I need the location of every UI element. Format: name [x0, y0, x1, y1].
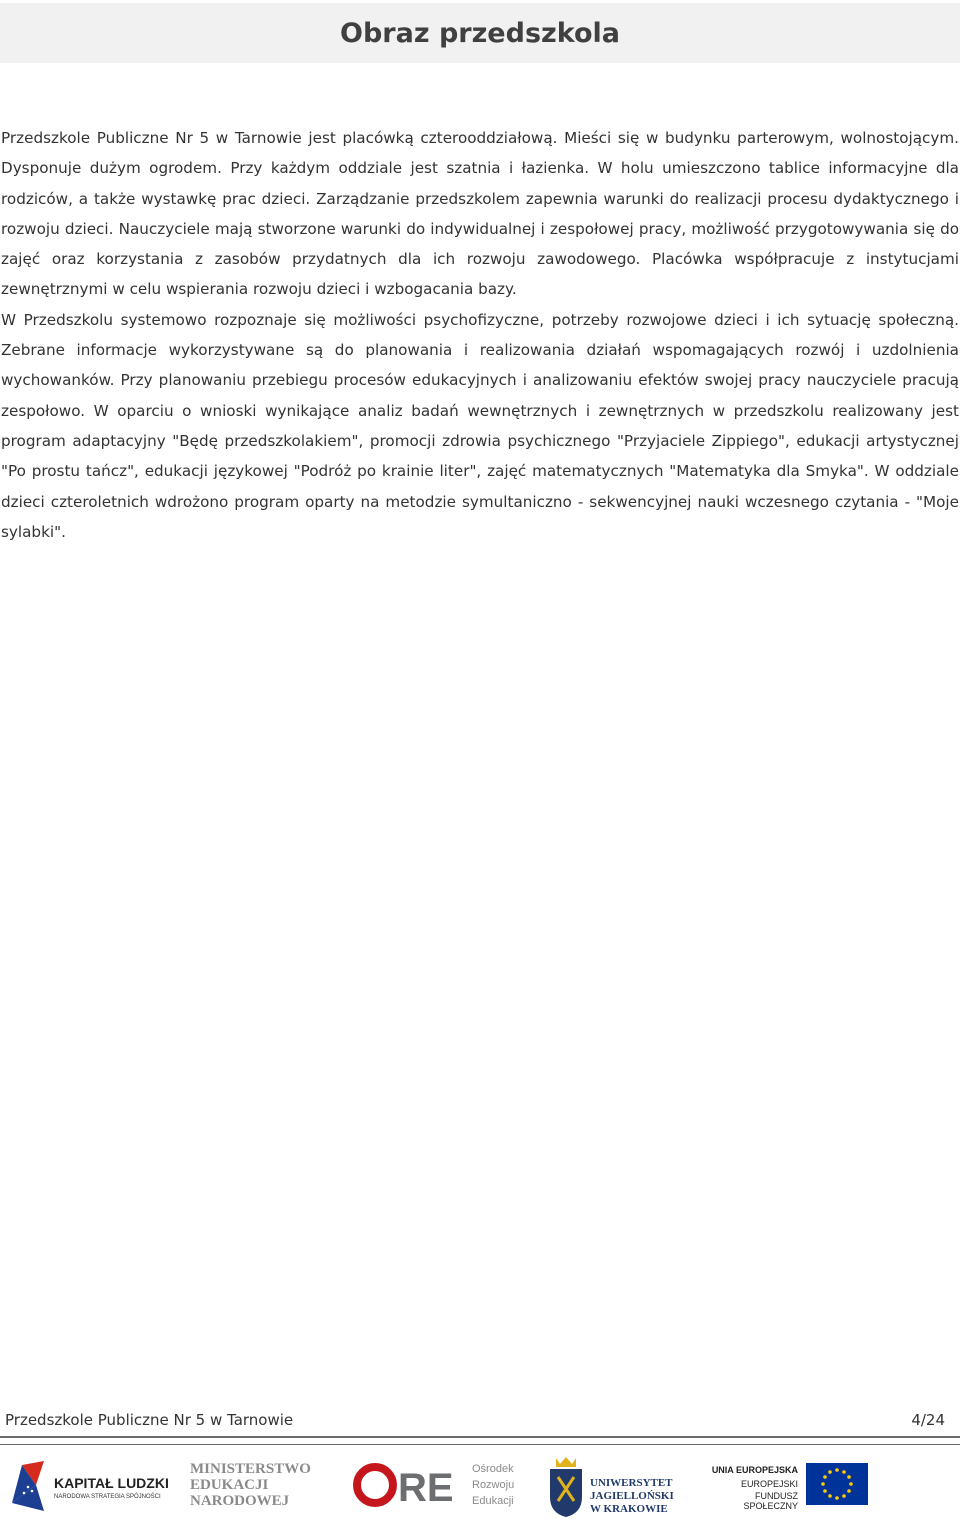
footer-school-name: Przedszkole Publiczne Nr 5 w Tarnowie — [5, 1411, 294, 1429]
ore-mark-icon — [350, 1455, 460, 1525]
men-logo — [190, 1455, 320, 1525]
uj-line2: JAGIELLOŃSKI — [590, 1490, 674, 1502]
uj-logo — [548, 1455, 688, 1525]
paragraph: Przedszkole Publiczne Nr 5 w Tarnowie jest placówką czterooddziałową. Mieści się w budynku parterowym, wolnostojącym. Dysponuje dużym ogrodem. Przy każdym oddziale jest szatnia i łazienka. W holu umieszczono tablice informacyjne dla rodziców, a także wystawkę prac dzieci. Zarządzanie przedszkolem zapewnia warunki do realizacji procesu dydaktycznego i rozwoju dzieci. Nauczyciele mają stworzone warunki do indywidualnej i zespołowej pracy, możliwość przygotowywania się do zajęć oraz korzystania z zasobów przydatnych dla ich rozwoju zawodowego. Placówka współpracuje z instytucjami zewnętrznymi w celu wspierania rozwoju dzieci i wzbogacania bazy. — [1, 129, 959, 299]
ue-line1: UNIA EUROPEJSKA — [711, 1465, 798, 1475]
main-content — [1, 123, 959, 547]
kapital-ludzki-logo — [10, 1455, 180, 1525]
uj-crest-icon — [548, 1455, 584, 1517]
footer-divider — [0, 1436, 960, 1445]
ore-line1: Ośrodek — [472, 1463, 514, 1475]
ue-line3: FUNDUSZ SPOŁECZNY — [743, 1491, 798, 1511]
page-number: 4/24 — [911, 1411, 945, 1429]
men-line2: EDUKACJI — [190, 1477, 269, 1493]
uj-line3: W KRAKOWIE — [590, 1503, 668, 1515]
ue-logo — [708, 1455, 908, 1525]
ore-logo — [350, 1455, 530, 1525]
ore-line3: Edukacji — [472, 1495, 514, 1507]
paragraph: W Przedszkolu systemowo rozpoznaje się możliwości psychofizyczne, potrzeby rozwojowe dzieci i ich sytuację społeczną. Zebrane informacje wykorzystywane są do planowania i realizowania działań wspomagających rozwój i uzdolnienia wychowanków. Przy planowaniu przebiegu procesów edukacyjnych i analizowaniu efektów swojej pracy nauczyciele pracują zespołowo. W oparciu o wnioski wynikające analiz badań wewnętrznych i zewnętrznych w przedszkolu realizowany jest program adaptacyjny "Będę przedszkolakiem", promocji zdrowia psychicznego "Przyjaciele Zippiego", edukacji artystycznej "Po prostu tańcz", edukacji językowej "Podróż po krainie liter", zajęć matematycznych "Matematyka dla Smyka". W oddziale dzieci czteroletnich wdrożono program oparty na metodzie symultaniczno - sekwencyjnej nauki wczesnego czytania - "Moje sylabki". — [1, 310, 959, 541]
kl-title: KAPITAŁ LUDZKI — [54, 1475, 169, 1491]
svg-text:RE: RE — [398, 1466, 454, 1510]
page-title: Obraz przedszkola — [340, 17, 620, 49]
kl-subtitle: NARODOWA STRATEGIA SPÓJNOŚCI — [54, 1494, 161, 1500]
eu-flag-icon — [806, 1463, 868, 1505]
men-line1: MINISTERSTWO — [190, 1461, 311, 1477]
logos-strip — [0, 1455, 960, 1525]
title-bar — [0, 3, 960, 63]
uj-line1: UNIWERSYTET — [590, 1477, 673, 1489]
ore-line2: Rozwoju — [472, 1479, 515, 1491]
ue-line2: EUROPEJSKI — [740, 1479, 798, 1489]
men-line3: NARODOWEJ — [190, 1493, 290, 1509]
